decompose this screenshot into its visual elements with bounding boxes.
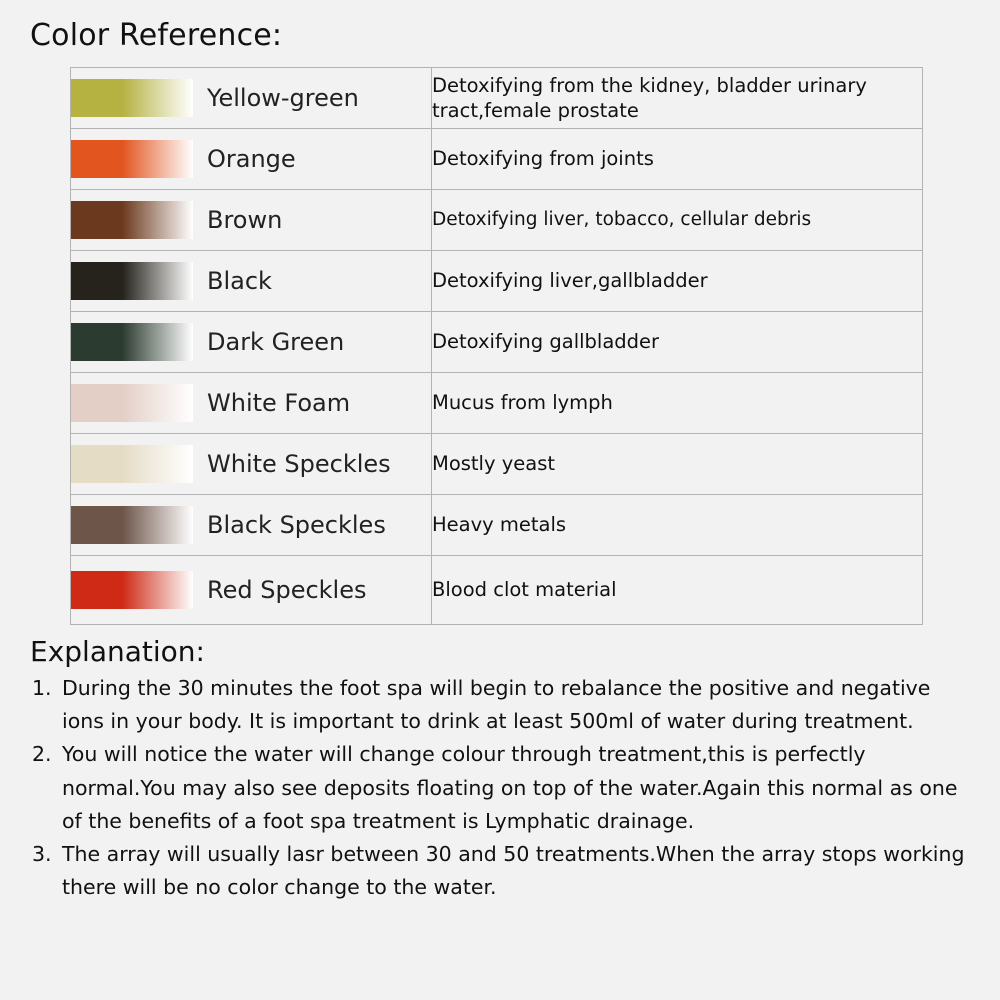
description-cell [432,190,923,251]
description-cell [432,129,923,190]
table-row [71,251,923,312]
swatch-black-speckles [71,506,193,544]
swatch-row [71,445,431,483]
color-label: Orange [207,144,296,173]
swatch-row [71,140,431,178]
swatch-dark-green [71,323,193,361]
swatch-cell [71,495,432,556]
swatch-row [71,506,431,544]
color-description: Detoxifying from the kidney, bladder urinary tract,female prostate [432,73,867,122]
swatch-orange [71,140,193,178]
swatch-row [71,79,431,117]
swatch-cell [71,312,432,373]
swatch-white-foam [71,384,193,422]
table-row [71,373,923,434]
swatch-row [71,384,431,422]
color-label: Dark Green [207,327,345,356]
color-description: Detoxifying liver, tobacco, cellular debris [432,208,812,230]
description-cell [432,251,923,312]
description-cell [432,373,923,434]
color-label: Yellow-green [207,83,359,112]
swatch-row [71,262,431,300]
list-item: During the 30 minutes the foot spa will begin to rebalance the positive and negative ions in your body. It is important to drink at least 500ml of water during treatment. [62,676,931,734]
explanation-title: Explanation: [30,635,205,668]
color-description: Heavy metals [432,513,567,537]
color-description: Detoxifying from joints [432,147,654,171]
color-description: Blood clot material [432,578,617,602]
table-row [71,68,923,129]
swatch-row [71,571,431,609]
swatch-black [71,262,193,300]
description-cell [432,556,923,625]
table-row [71,556,923,625]
explanation-list [30,672,970,904]
color-label: White Speckles [207,449,391,478]
description-cell [432,68,923,129]
color-label: Black [207,266,272,295]
table-row [71,434,923,495]
description-cell [432,495,923,556]
page-title: Color Reference: [30,18,283,53]
color-label: White Foam [207,388,351,417]
swatch-cell [71,434,432,495]
list-item: You will notice the water will change colour through treatment,this is perfectly normal.You may also see deposits floating on top of the water.Again this normal as one of the benefits of a foot spa treatment is Lymphatic drainage. [62,742,958,833]
swatch-cell [71,556,432,625]
color-description: Detoxifying gallbladder [432,330,660,354]
list-item: The array will usually lasr between 30 and 50 treatments.When the array stops working there will be no color change to the water. [62,842,965,900]
swatch-cell [71,129,432,190]
color-reference-table [70,67,923,625]
swatch-row [71,323,431,361]
color-description: Detoxifying liver,gallbladder [432,269,708,293]
table-row [71,190,923,251]
swatch-white-speckles [71,445,193,483]
table-row [71,312,923,373]
table-row [71,129,923,190]
color-description: Mucus from lymph [432,391,613,415]
swatch-yellow-green [71,79,193,117]
color-label: Black Speckles [207,510,386,539]
swatch-cell [71,68,432,129]
table-row [71,495,923,556]
swatch-cell [71,251,432,312]
swatch-row [71,201,431,239]
swatch-red-speckles [71,571,193,609]
color-table-body [71,68,923,625]
color-label: Red Speckles [207,575,367,604]
swatch-brown [71,201,193,239]
swatch-cell [71,373,432,434]
description-cell [432,434,923,495]
color-label: Brown [207,205,283,234]
description-cell [432,312,923,373]
swatch-cell [71,190,432,251]
color-description: Mostly yeast [432,452,556,476]
